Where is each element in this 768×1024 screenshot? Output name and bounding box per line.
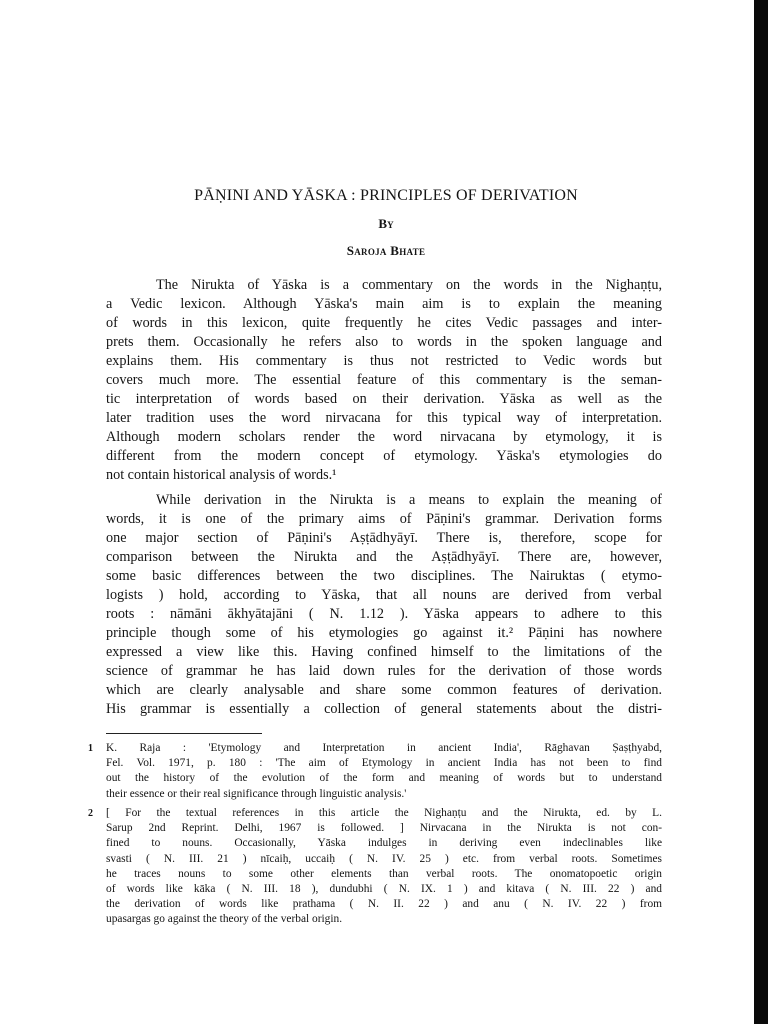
paragraph-line: different from the modern concept of etymology. Yāska's etymologies do [106,448,662,464]
footnote-line: fined to nouns. Occasionally, Yāska indulges in deriving even indeclinables like [106,837,662,850]
footnote-separator [106,733,262,734]
footnote-line: of words like kāka ( N. III. 18 ), dundubhi ( N. IX. 1 ) and kitava ( N. III. 22 ) and [106,882,662,895]
paragraph-line: tic interpretation of words based on their derivation. Yāska as well as the [106,391,662,407]
paragraph-line: words, it is one of the primary aims of Pāṇini's grammar. Derivation forms [106,511,662,527]
byline-by: By [378,216,394,231]
footnote-line: he traces nouns to some other elements than verbal roots. The onomatopoetic origin [106,867,662,880]
footnote-line: their essence or their real significance through linguistic analysis.' [106,787,407,800]
footnote-line: Sarup 2nd Reprint. Delhi, 1967 is followed. ] Nirvacana in the Nirukta is not con- [106,822,662,835]
footnote-line: Fel. Vol. 1971, p. 180 : 'The aim of Etymology in ancient India has not been to find [106,757,662,770]
paragraph-line: prets them. Occasionally he refers also to words in the spoken language and [106,334,662,350]
paragraph-line: science of grammar he has laid down rules for the derivation of those words [106,663,662,679]
footnote-line: out the history of the evolution of the form and meaning of words but to understand [106,772,662,785]
author-name: Saroja Bhate [346,243,426,258]
paragraph-line: expressed a view like this. Having confined himself to the limitations of the [106,644,662,660]
paragraph-line: roots : nāmāni ākhyātajāni ( N. 1.12 ). Yāska appears to adhere to this [106,606,662,622]
footnote-1 [106,741,662,802]
paragraph-line: which are clearly analysable and share some common features of derivation. [106,682,662,698]
footnote-2 [106,806,662,928]
paragraph-line: one major section of Pāṇini's Aṣṭādhyāyī. There is, therefore, scope for [106,530,662,546]
paragraph-2 [106,491,662,719]
paragraph-line: comparison between the Nirukta and the Aṣṭādhyāyī. There are, however, [106,549,662,565]
paragraph-line: logists ) hold, according to Yāska, that all nouns are derived from verbal [106,587,662,603]
paragraph-line: His grammar is essentially a collection of general statements about the distri- [106,701,662,717]
paragraph-1 [106,276,662,485]
paragraph-line: not contain historical analysis of words.¹ [106,467,337,483]
paragraph-line: Although modern scholars render the word nirvacana by etymology, it is [106,429,662,445]
scan-edge-border [754,0,768,1024]
paragraph-line: a Vedic lexicon. Although Yāska's main aim is to explain the meaning [106,296,662,312]
footnote-line: K. Raja : 'Etymology and Interpretation in ancient India', Rāghavan Ṣaṣṭhyabd, [106,742,662,754]
paragraph-line: explains them. His commentary is thus not restricted to Vedic words but [106,353,662,369]
footnote-marker: 1 [88,743,93,754]
paragraph-line: some basic differences between the two disciplines. The Nairuktas ( etymo- [106,568,662,584]
paragraph-line: principle though some of his etymologies go against it.² Pāṇini has nowhere [106,625,662,641]
footnote-line: upasargas go against the theory of the verbal origin. [106,913,343,926]
footnote-line: svasti ( N. III. 21 ) nīcaiḥ, uccaiḥ ( N. IV. 25 ) etc. from verbal roots. Sometimes [106,852,662,865]
footnote-marker: 2 [88,808,93,819]
paragraph-line: later tradition uses the word nirvacana for this typical way of interpretation. [106,410,662,426]
paragraph-line: of words in this lexicon, quite frequently he cites Vedic passages and inter- [106,315,662,331]
paragraph-line: While derivation in the Nirukta is a means to explain the meaning of [156,492,662,508]
paragraph-line: covers much more. The essential feature of this commentary is the seman- [106,372,662,388]
paragraph-line: The Nirukta of Yāska is a commentary on the words in the Nighaṇṭu, [156,277,662,293]
footnote-line: the derivation of words like prathama ( N. II. 22 ) and anu ( N. IV. 22 ) from [106,898,662,911]
footnote-line: [ For the textual references in this article the Nighaṇṭu and the Nirukta, ed. by L. [106,807,662,819]
paper-title: PĀṆINI AND YĀSKA : PRINCIPLES OF DERIVATION [194,187,578,204]
